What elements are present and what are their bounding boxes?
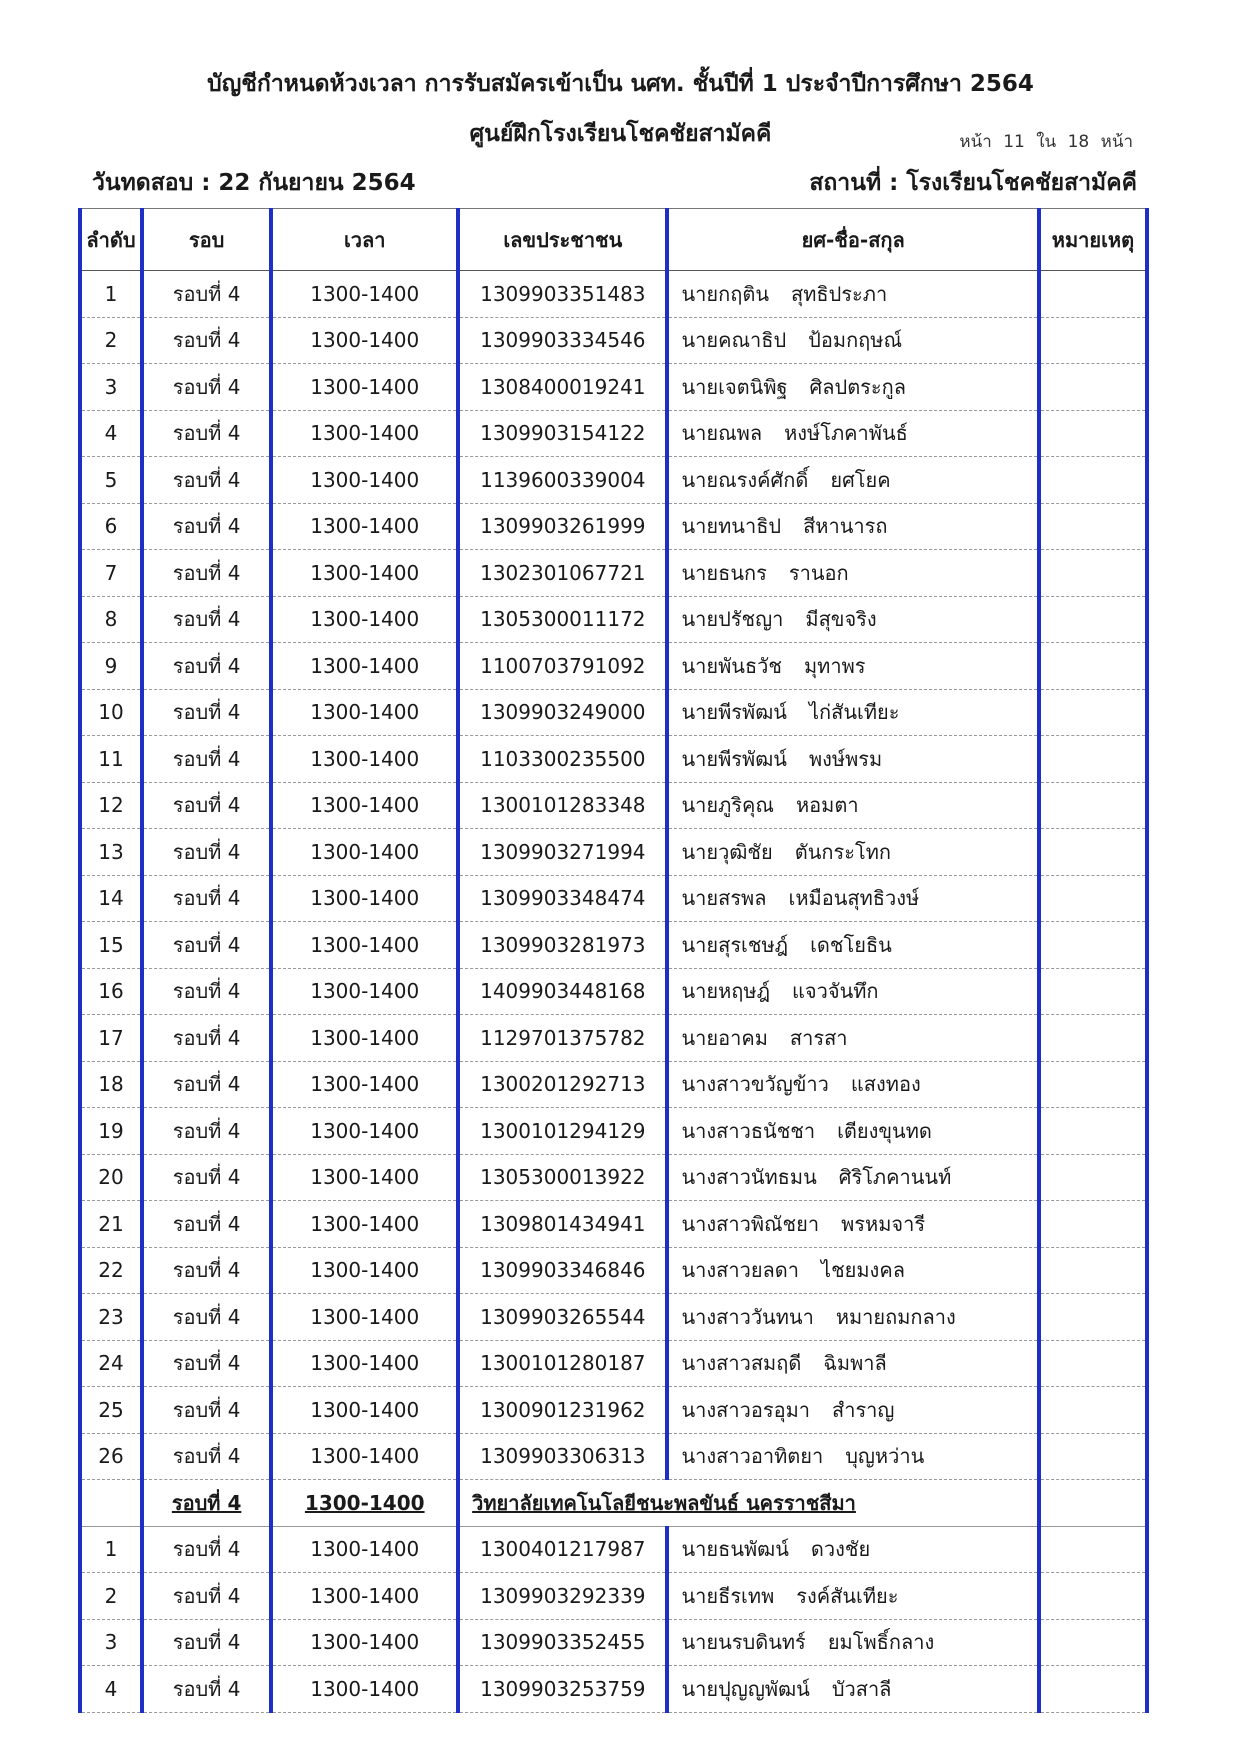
roster-body-part1 bbox=[80, 271, 1147, 1480]
citizen-id-cell: 1309903306313 bbox=[458, 1433, 667, 1480]
last-name: พงษ์พรม bbox=[808, 746, 883, 771]
time-cell: 1300-1400 bbox=[271, 596, 458, 643]
round-cell: รอบที่ 4 bbox=[142, 782, 271, 829]
round-cell: รอบที่ 4 bbox=[142, 1108, 271, 1155]
name-cell bbox=[667, 1247, 1038, 1294]
remark-cell bbox=[1039, 503, 1147, 550]
column-header-round: รอบ bbox=[142, 209, 271, 271]
remark-cell bbox=[1039, 1619, 1147, 1666]
citizen-id-cell: 1309903334546 bbox=[458, 317, 667, 364]
table-row bbox=[80, 317, 1147, 364]
time-cell: 1300-1400 bbox=[271, 875, 458, 922]
group-round: รอบที่ 4 bbox=[142, 1480, 271, 1527]
name-cell bbox=[667, 503, 1038, 550]
name-cell bbox=[667, 457, 1038, 504]
time-cell: 1300-1400 bbox=[271, 1526, 458, 1573]
remark-cell bbox=[1039, 457, 1147, 504]
table-row bbox=[80, 410, 1147, 457]
order-cell: 7 bbox=[80, 550, 142, 597]
column-header-name: ยศ-ชื่อ-สกุล bbox=[667, 209, 1038, 271]
name-cell bbox=[667, 550, 1038, 597]
first-name: นายพีรพัฒน์ bbox=[681, 700, 787, 725]
last-name: บัวสาลี bbox=[831, 1676, 892, 1701]
citizen-id-cell: 1300101294129 bbox=[458, 1108, 667, 1155]
citizen-id-cell: 1139600339004 bbox=[458, 457, 667, 504]
roster-body-part2 bbox=[80, 1526, 1147, 1712]
name-cell bbox=[667, 1433, 1038, 1480]
first-name: นายณรงค์ศักดิ์ bbox=[681, 467, 809, 492]
name-cell bbox=[667, 410, 1038, 457]
round-cell: รอบที่ 4 bbox=[142, 922, 271, 969]
order-cell: 17 bbox=[80, 1015, 142, 1062]
first-name: นางสาวอาทิตยา bbox=[681, 1444, 824, 1469]
time-cell: 1300-1400 bbox=[271, 1015, 458, 1062]
round-cell: รอบที่ 4 bbox=[142, 364, 271, 411]
time-cell: 1300-1400 bbox=[271, 1247, 458, 1294]
last-name: หมายถมกลาง bbox=[835, 1304, 956, 1329]
table-row bbox=[80, 1340, 1147, 1387]
first-name: นางสาวสมฤดี bbox=[681, 1351, 802, 1376]
remark-cell bbox=[1039, 782, 1147, 829]
name-cell bbox=[667, 875, 1038, 922]
first-name: นายณพล bbox=[681, 421, 763, 446]
table-row bbox=[80, 782, 1147, 829]
citizen-id-cell: 1300401217987 bbox=[458, 1526, 667, 1573]
order-cell: 11 bbox=[80, 736, 142, 783]
order-cell: 9 bbox=[80, 643, 142, 690]
time-cell: 1300-1400 bbox=[271, 271, 458, 318]
citizen-id-cell: 1100703791092 bbox=[458, 643, 667, 690]
table-row bbox=[80, 1108, 1147, 1155]
time-cell: 1300-1400 bbox=[271, 410, 458, 457]
first-name: นายนรบดินทร์ bbox=[681, 1630, 806, 1655]
round-cell: รอบที่ 4 bbox=[142, 1294, 271, 1341]
remark-cell bbox=[1039, 1201, 1147, 1248]
training-center-title: ศูนย์ฝึกโรงเรียนโชคชัยสามัคคี bbox=[469, 121, 772, 147]
time-cell: 1300-1400 bbox=[271, 736, 458, 783]
page-indicator bbox=[953, 128, 1133, 155]
table-row bbox=[80, 1247, 1147, 1294]
first-name: นางสาวอรอุมา bbox=[681, 1397, 810, 1422]
citizen-id-cell: 1409903448168 bbox=[458, 968, 667, 1015]
time-cell: 1300-1400 bbox=[271, 1340, 458, 1387]
name-cell bbox=[667, 271, 1038, 318]
time-cell: 1300-1400 bbox=[271, 1154, 458, 1201]
group-time: 1300-1400 bbox=[271, 1480, 458, 1527]
table-row bbox=[80, 1666, 1147, 1713]
remark-cell bbox=[1039, 1387, 1147, 1434]
name-cell bbox=[667, 1573, 1038, 1620]
citizen-id-cell: 1300201292713 bbox=[458, 1061, 667, 1108]
first-name: นายธีรเทพ bbox=[681, 1583, 775, 1608]
column-header-citizen-id: เลขประชาชน bbox=[458, 209, 667, 271]
first-name: นายพันธวัช bbox=[681, 653, 782, 678]
name-cell bbox=[667, 1619, 1038, 1666]
citizen-id-cell: 1309903346846 bbox=[458, 1247, 667, 1294]
citizen-id-cell: 1305300013922 bbox=[458, 1154, 667, 1201]
citizen-id-cell: 1309903271994 bbox=[458, 829, 667, 876]
order-cell: 25 bbox=[80, 1387, 142, 1434]
time-cell: 1300-1400 bbox=[271, 829, 458, 876]
last-name: หงษ์โภคาพันธ์ bbox=[784, 421, 908, 446]
remark-cell bbox=[1039, 689, 1147, 736]
remark-cell bbox=[1039, 875, 1147, 922]
time-cell: 1300-1400 bbox=[271, 1387, 458, 1434]
name-cell bbox=[667, 1061, 1038, 1108]
round-cell: รอบที่ 4 bbox=[142, 1154, 271, 1201]
table-row bbox=[80, 1201, 1147, 1248]
remark-cell bbox=[1039, 1294, 1147, 1341]
order-cell: 8 bbox=[80, 596, 142, 643]
order-cell: 2 bbox=[80, 1573, 142, 1620]
order-cell: 13 bbox=[80, 829, 142, 876]
order-cell: 20 bbox=[80, 1154, 142, 1201]
round-cell: รอบที่ 4 bbox=[142, 1201, 271, 1248]
order-cell: 1 bbox=[80, 1526, 142, 1573]
round-cell: รอบที่ 4 bbox=[142, 596, 271, 643]
page-current: 11 bbox=[1003, 132, 1025, 152]
time-cell: 1300-1400 bbox=[271, 1061, 458, 1108]
last-name: ฉิมพาลี bbox=[823, 1351, 887, 1376]
order-cell: 14 bbox=[80, 875, 142, 922]
order-cell: 4 bbox=[80, 1666, 142, 1713]
citizen-id-cell: 1309903154122 bbox=[458, 410, 667, 457]
time-cell: 1300-1400 bbox=[271, 1201, 458, 1248]
remark-cell bbox=[1039, 968, 1147, 1015]
time-cell: 1300-1400 bbox=[271, 968, 458, 1015]
first-name: นายวุฒิชัย bbox=[681, 839, 773, 864]
remark-cell bbox=[1039, 736, 1147, 783]
page-suffix: หน้า bbox=[1100, 132, 1133, 152]
time-cell: 1300-1400 bbox=[271, 1108, 458, 1155]
name-cell bbox=[667, 1387, 1038, 1434]
last-name: มุทาพร bbox=[803, 653, 866, 678]
name-cell bbox=[667, 596, 1038, 643]
time-cell: 1300-1400 bbox=[271, 782, 458, 829]
last-name: พรหมจารี bbox=[841, 1211, 926, 1236]
round-cell: รอบที่ 4 bbox=[142, 1666, 271, 1713]
order-cell: 21 bbox=[80, 1201, 142, 1248]
remark-cell bbox=[1039, 1573, 1147, 1620]
remark-cell bbox=[1039, 1526, 1147, 1573]
time-cell: 1300-1400 bbox=[271, 689, 458, 736]
citizen-id-cell: 1309903351483 bbox=[458, 271, 667, 318]
first-name: นายเจตนิพิฐ bbox=[681, 374, 788, 399]
first-name: นายทนาธิป bbox=[681, 514, 782, 539]
remark-cell bbox=[1039, 1108, 1147, 1155]
first-name: นายพีรพัฒน์ bbox=[681, 746, 787, 771]
last-name: ไชยมงคล bbox=[821, 1258, 905, 1283]
remark-cell bbox=[1039, 317, 1147, 364]
citizen-id-cell: 1309801434941 bbox=[458, 1201, 667, 1248]
remark-cell bbox=[1039, 271, 1147, 318]
table-row bbox=[80, 643, 1147, 690]
order-cell: 5 bbox=[80, 457, 142, 504]
round-cell: รอบที่ 4 bbox=[142, 1526, 271, 1573]
column-header-order: ลำดับ bbox=[80, 209, 142, 271]
first-name: นางสาวนัทธมน bbox=[681, 1165, 817, 1190]
last-name: รานอก bbox=[788, 560, 849, 585]
name-cell bbox=[667, 317, 1038, 364]
table-row bbox=[80, 1387, 1147, 1434]
round-cell: รอบที่ 4 bbox=[142, 410, 271, 457]
citizen-id-cell: 1309903261999 bbox=[458, 503, 667, 550]
table-row bbox=[80, 922, 1147, 969]
last-name: เดชโยธิน bbox=[810, 932, 892, 957]
first-name: นางสาวธนัชชา bbox=[681, 1118, 816, 1143]
remark-cell bbox=[1039, 1154, 1147, 1201]
first-name: นางสาวขวัญข้าว bbox=[681, 1072, 829, 1097]
table-row bbox=[80, 1619, 1147, 1666]
last-name: แจวจันทึก bbox=[792, 979, 879, 1004]
remark-cell bbox=[1039, 1247, 1147, 1294]
order-cell: 23 bbox=[80, 1294, 142, 1341]
citizen-id-cell: 1300901231962 bbox=[458, 1387, 667, 1434]
last-name: มีสุขจริง bbox=[805, 607, 877, 632]
round-cell: รอบที่ 4 bbox=[142, 457, 271, 504]
order-cell: 12 bbox=[80, 782, 142, 829]
group-row bbox=[80, 1480, 1147, 1527]
order-cell: 16 bbox=[80, 968, 142, 1015]
citizen-id-cell: 1309903352455 bbox=[458, 1619, 667, 1666]
table-row bbox=[80, 875, 1147, 922]
name-cell bbox=[667, 1526, 1038, 1573]
first-name: นางสาวพิณัชยา bbox=[681, 1211, 820, 1236]
last-name: ไก่สันเทียะ bbox=[808, 700, 900, 725]
citizen-id-cell: 1129701375782 bbox=[458, 1015, 667, 1062]
time-cell: 1300-1400 bbox=[271, 1573, 458, 1620]
remark-cell bbox=[1039, 550, 1147, 597]
round-cell: รอบที่ 4 bbox=[142, 1247, 271, 1294]
time-cell: 1300-1400 bbox=[271, 922, 458, 969]
table-row bbox=[80, 1015, 1147, 1062]
citizen-id-cell: 1305300011172 bbox=[458, 596, 667, 643]
page-total: 18 bbox=[1067, 132, 1090, 152]
name-cell bbox=[667, 1015, 1038, 1062]
table-row bbox=[80, 968, 1147, 1015]
order-cell: 10 bbox=[80, 689, 142, 736]
name-cell bbox=[667, 782, 1038, 829]
citizen-id-cell: 1302301067721 bbox=[458, 550, 667, 597]
citizen-id-cell: 1308400019241 bbox=[458, 364, 667, 411]
last-name: รงค์สันเทียะ bbox=[796, 1583, 899, 1608]
remark-cell bbox=[1039, 1340, 1147, 1387]
first-name: นางสาวยลดา bbox=[681, 1258, 800, 1283]
document-title: บัญชีกำหนดห้วงเวลา การรับสมัครเข้าเป็น นศท. ชั้นปีที่ 1 ประจำปีการศึกษา 2564 bbox=[207, 71, 1034, 97]
round-cell: รอบที่ 4 bbox=[142, 1340, 271, 1387]
table-row bbox=[80, 457, 1147, 504]
table-row bbox=[80, 1061, 1147, 1108]
name-cell bbox=[667, 643, 1038, 690]
time-cell: 1300-1400 bbox=[271, 457, 458, 504]
round-cell: รอบที่ 4 bbox=[142, 875, 271, 922]
time-cell: 1300-1400 bbox=[271, 1619, 458, 1666]
table-row bbox=[80, 1154, 1147, 1201]
order-cell: 24 bbox=[80, 1340, 142, 1387]
last-name: ศิริโภคานนท์ bbox=[838, 1165, 952, 1190]
order-cell: 3 bbox=[80, 364, 142, 411]
first-name: นายสุรเชษฎ์ bbox=[681, 932, 789, 957]
round-cell: รอบที่ 4 bbox=[142, 1061, 271, 1108]
order-cell: 4 bbox=[80, 410, 142, 457]
name-cell bbox=[667, 736, 1038, 783]
remark-cell bbox=[1039, 922, 1147, 969]
table-row bbox=[80, 271, 1147, 318]
order-cell: 18 bbox=[80, 1061, 142, 1108]
last-name: หอมตา bbox=[795, 793, 859, 818]
round-cell: รอบที่ 4 bbox=[142, 968, 271, 1015]
table-row bbox=[80, 364, 1147, 411]
last-name: ยมโพธิ์กลาง bbox=[827, 1630, 935, 1655]
last-name: แสงทอง bbox=[850, 1072, 921, 1097]
first-name: นายกฤติน bbox=[681, 281, 769, 306]
last-name: เตียงขุนทด bbox=[837, 1118, 932, 1143]
roster-table bbox=[78, 208, 1149, 1713]
round-cell: รอบที่ 4 bbox=[142, 317, 271, 364]
name-cell bbox=[667, 1201, 1038, 1248]
time-cell: 1300-1400 bbox=[271, 503, 458, 550]
name-cell bbox=[667, 1294, 1038, 1341]
citizen-id-cell: 1309903292339 bbox=[458, 1573, 667, 1620]
round-cell: รอบที่ 4 bbox=[142, 643, 271, 690]
time-cell: 1300-1400 bbox=[271, 1666, 458, 1713]
round-cell: รอบที่ 4 bbox=[142, 1015, 271, 1062]
test-date: วันทดสอบ : 22 กันยายน 2564 bbox=[92, 170, 416, 196]
order-cell: 22 bbox=[80, 1247, 142, 1294]
citizen-id-cell: 1300101283348 bbox=[458, 782, 667, 829]
last-name: ศิลปตระกูล bbox=[809, 374, 907, 399]
remark-cell bbox=[1039, 829, 1147, 876]
name-cell bbox=[667, 922, 1038, 969]
last-name: ตันกระโทก bbox=[794, 839, 891, 864]
first-name: นายปุญญพัฒน์ bbox=[681, 1676, 810, 1701]
order-cell: 3 bbox=[80, 1619, 142, 1666]
time-cell: 1300-1400 bbox=[271, 643, 458, 690]
last-name: สุทธิประภา bbox=[790, 281, 888, 306]
remark-cell bbox=[1039, 364, 1147, 411]
venue: สถานที่ : โรงเรียนโชคชัยสามัคคี bbox=[809, 170, 1137, 196]
citizen-id-cell: 1300101280187 bbox=[458, 1340, 667, 1387]
table-header-row bbox=[80, 209, 1147, 271]
first-name: นายธนพัฒน์ bbox=[681, 1537, 789, 1562]
name-cell bbox=[667, 364, 1038, 411]
column-header-time: เวลา bbox=[271, 209, 458, 271]
name-cell bbox=[667, 1108, 1038, 1155]
first-name: นางสาววันทนา bbox=[681, 1304, 814, 1329]
last-name: สีหานารถ bbox=[803, 514, 888, 539]
name-cell bbox=[667, 1154, 1038, 1201]
table-row bbox=[80, 550, 1147, 597]
time-cell: 1300-1400 bbox=[271, 1294, 458, 1341]
order-cell: 15 bbox=[80, 922, 142, 969]
name-cell bbox=[667, 689, 1038, 736]
name-cell bbox=[667, 1666, 1038, 1713]
remark-cell bbox=[1039, 1015, 1147, 1062]
table-row bbox=[80, 829, 1147, 876]
table-row bbox=[80, 736, 1147, 783]
column-header-remark: หมายเหตุ bbox=[1039, 209, 1147, 271]
first-name: นายภูริคุณ bbox=[681, 793, 774, 818]
citizen-id-cell: 1309903265544 bbox=[458, 1294, 667, 1341]
remark-cell bbox=[1039, 1666, 1147, 1713]
first-name: นายอาคม bbox=[681, 1025, 768, 1050]
last-name: ยศโยค bbox=[830, 467, 891, 492]
time-cell: 1300-1400 bbox=[271, 550, 458, 597]
remark-cell bbox=[1039, 410, 1147, 457]
name-cell bbox=[667, 968, 1038, 1015]
round-cell: รอบที่ 4 bbox=[142, 271, 271, 318]
name-cell bbox=[667, 829, 1038, 876]
table-row bbox=[80, 689, 1147, 736]
citizen-id-cell: 1309903281973 bbox=[458, 922, 667, 969]
round-cell: รอบที่ 4 bbox=[142, 550, 271, 597]
first-name: นายธนกร bbox=[681, 560, 767, 585]
remark-cell bbox=[1039, 1061, 1147, 1108]
first-name: นายสรพล bbox=[681, 886, 767, 911]
round-cell: รอบที่ 4 bbox=[142, 1573, 271, 1620]
citizen-id-cell: 1103300235500 bbox=[458, 736, 667, 783]
citizen-id-cell: 1309903348474 bbox=[458, 875, 667, 922]
time-cell: 1300-1400 bbox=[271, 1433, 458, 1480]
time-cell: 1300-1400 bbox=[271, 364, 458, 411]
last-name: สารสา bbox=[789, 1025, 848, 1050]
order-cell: 19 bbox=[80, 1108, 142, 1155]
last-name: สำราญ bbox=[832, 1397, 895, 1422]
order-cell: 6 bbox=[80, 503, 142, 550]
round-cell: รอบที่ 4 bbox=[142, 1433, 271, 1480]
first-name: นายปรัชญา bbox=[681, 607, 784, 632]
table-row bbox=[80, 1433, 1147, 1480]
group-institution: วิทยาลัยเทคโนโลยีชนะพลขันธ์ นครราชสีมา bbox=[458, 1480, 1039, 1527]
round-cell: รอบที่ 4 bbox=[142, 1619, 271, 1666]
last-name: ป้อมกฤษณ์ bbox=[808, 328, 903, 353]
first-name: นายหฤษฎ์ bbox=[681, 979, 771, 1004]
group-remark-cell bbox=[1039, 1480, 1147, 1527]
remark-cell bbox=[1039, 643, 1147, 690]
remark-cell bbox=[1039, 1433, 1147, 1480]
order-cell: 1 bbox=[80, 271, 142, 318]
page-of: ใน bbox=[1036, 132, 1057, 152]
round-cell: รอบที่ 4 bbox=[142, 829, 271, 876]
table-row bbox=[80, 1573, 1147, 1620]
first-name: นายคณาธิป bbox=[681, 328, 787, 353]
round-cell: รอบที่ 4 bbox=[142, 503, 271, 550]
table-row bbox=[80, 1294, 1147, 1341]
remark-cell bbox=[1039, 596, 1147, 643]
round-cell: รอบที่ 4 bbox=[142, 1387, 271, 1434]
round-cell: รอบที่ 4 bbox=[142, 736, 271, 783]
table-row bbox=[80, 1526, 1147, 1573]
roster-group bbox=[80, 1480, 1147, 1527]
group-blank-cell bbox=[80, 1480, 142, 1527]
page-label: หน้า bbox=[959, 132, 992, 152]
order-cell: 26 bbox=[80, 1433, 142, 1480]
last-name: บุญหว่าน bbox=[845, 1444, 925, 1469]
last-name: ดวงชัย bbox=[810, 1537, 871, 1562]
table-row bbox=[80, 503, 1147, 550]
name-cell bbox=[667, 1340, 1038, 1387]
citizen-id-cell: 1309903253759 bbox=[458, 1666, 667, 1713]
order-cell: 2 bbox=[80, 317, 142, 364]
table-row bbox=[80, 596, 1147, 643]
last-name: เหมือนสุทธิวงษ์ bbox=[788, 886, 920, 911]
time-cell: 1300-1400 bbox=[271, 317, 458, 364]
citizen-id-cell: 1309903249000 bbox=[458, 689, 667, 736]
round-cell: รอบที่ 4 bbox=[142, 689, 271, 736]
